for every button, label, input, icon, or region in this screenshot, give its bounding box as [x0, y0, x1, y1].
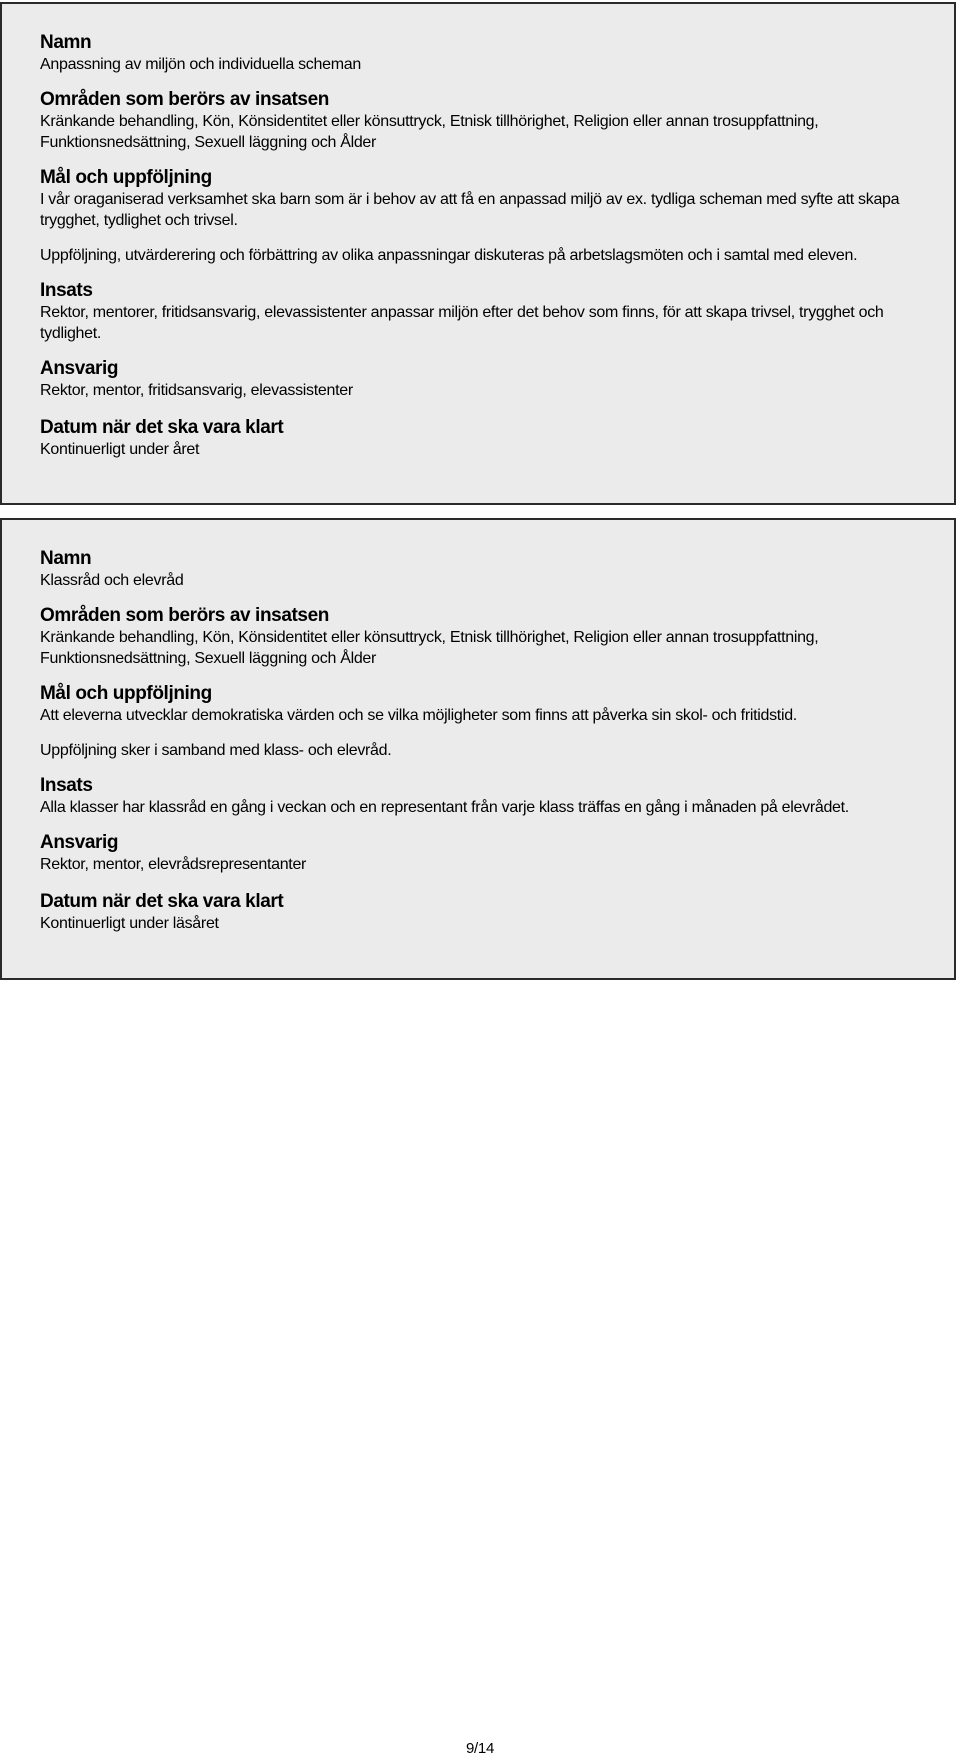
responsible-value: Rektor, mentor, elevrådsrepresentanter	[40, 856, 307, 873]
action-heading: Insats	[40, 280, 93, 301]
areas-value: Kränkande behandling, Kön, Könsidentitet eller könsuttryck, Etnisk tillhörighet, Religion eller annan trosuppfattning, Funktionsnedsättning, Sexuell läggning och Ålder	[40, 113, 819, 151]
action-heading: Insats	[40, 775, 93, 796]
responsible-value: Rektor, mentor, fritidsansvarig, elevassistenter	[40, 382, 353, 399]
action-value: Alla klasser har klassråd en gång i veckan och en representant från varje klass träffas en gång i månaden på elevrådet.	[40, 799, 849, 816]
responsible-heading: Ansvarig	[40, 358, 119, 379]
name-value: Anpassning av miljön och individuella scheman	[40, 56, 361, 73]
follow-up-value: Uppföljning sker i samband med klass- och elevråd.	[40, 742, 392, 759]
action-value: Rektor, mentorer, fritidsansvarig, elevassistenter anpassar miljön efter det behov som finns, för att skapa trivsel, trygghet och tydlighet.	[40, 304, 884, 342]
responsible-heading: Ansvarig	[40, 832, 119, 853]
areas-heading: Områden som berörs av insatsen	[40, 89, 329, 110]
deadline-value: Kontinuerligt under läsåret	[40, 915, 219, 932]
goal-value: I vår oraganiserad verksamhet ska barn som är i behov av att få en anpassad miljö av ex. tydliga scheman med syfte att skapa trygghet, tydlighet och trivsel.	[40, 191, 900, 229]
measure-card	[0, 518, 956, 980]
follow-up-value: Uppföljning, utvärderering och förbättring av olika anpassningar diskuteras på arbetslagsmöten och i samtal med eleven.	[40, 247, 858, 264]
areas-value: Kränkande behandling, Kön, Könsidentitet eller könsuttryck, Etnisk tillhörighet, Religion eller annan trosuppfattning, Funktionsnedsättning, Sexuell läggning och Ålder	[40, 629, 819, 667]
measure-card	[0, 2, 956, 505]
name-value: Klassråd och elevråd	[40, 572, 184, 589]
name-heading: Namn	[40, 32, 92, 53]
areas-heading: Områden som berörs av insatsen	[40, 605, 329, 626]
name-heading: Namn	[40, 548, 92, 569]
goal-heading: Mål och uppföljning	[40, 683, 212, 704]
goal-value: Att eleverna utvecklar demokratiska värden och se vilka möjligheter som finns att påverka sin skol- och fritidstid.	[40, 707, 797, 724]
deadline-value: Kontinuerligt under året	[40, 441, 200, 458]
deadline-heading: Datum när det ska vara klart	[40, 891, 284, 912]
deadline-heading: Datum när det ska vara klart	[40, 417, 284, 438]
page-number: 9/14	[466, 1740, 494, 1757]
goal-heading: Mål och uppföljning	[40, 167, 212, 188]
